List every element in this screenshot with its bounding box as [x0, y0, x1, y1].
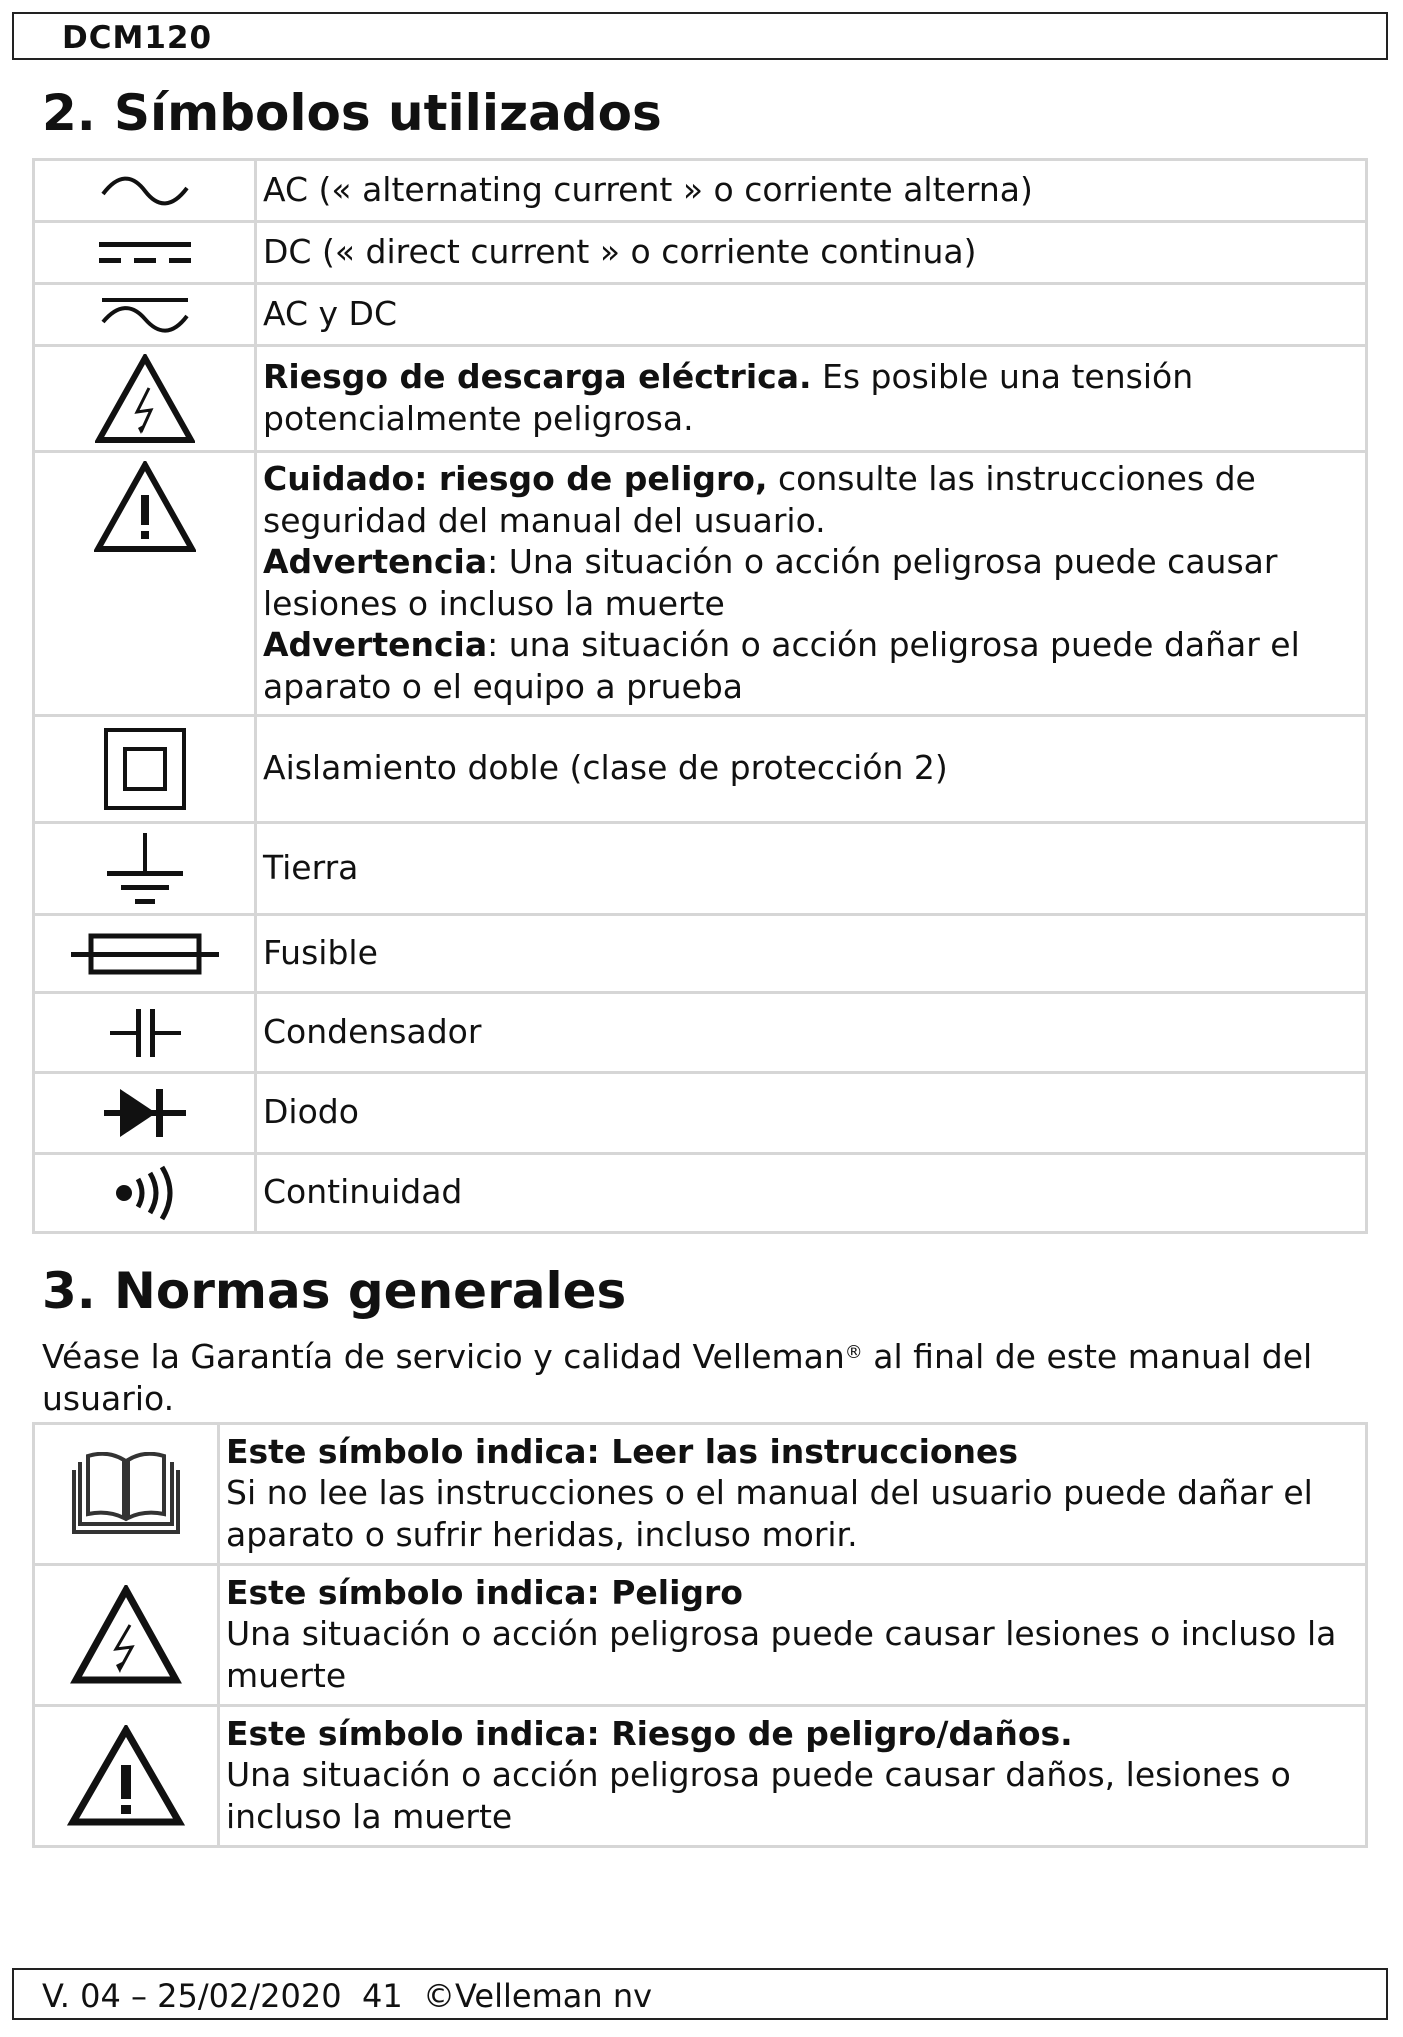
footer-text: V. 04 – 25/02/2020 41 ©Velleman nv	[42, 1977, 653, 2015]
read-instructions-heading: Este símbolo indica: Leer las instrucciones	[226, 1431, 1019, 1471]
page-footer	[12, 1968, 1388, 2020]
table-row	[34, 1073, 1367, 1154]
warranty-note-tail: al final de este manual del usuario.	[42, 1337, 1313, 1418]
symbols-table	[32, 158, 1368, 1234]
description-cell: Diodo	[256, 1073, 1367, 1154]
section-2-number: 2.	[42, 84, 96, 142]
table-row	[34, 284, 1367, 346]
caution-label: Cuidado: riesgo de peligro,	[263, 459, 768, 498]
table-row	[34, 452, 1367, 716]
symbol-cell	[34, 222, 256, 284]
description-cell: AC (« alternating current » o corriente alterna)	[256, 160, 1367, 222]
capacitor-icon	[108, 1007, 182, 1059]
warning-label-1: Advertencia	[263, 542, 488, 581]
table-row	[34, 1154, 1367, 1233]
ground-icon	[103, 831, 187, 907]
section-3-title-text: Normas generales	[114, 1262, 627, 1320]
symbol-cell	[34, 993, 256, 1073]
symbol-cell	[34, 823, 256, 915]
danger-heading: Este símbolo indica: Peligro	[226, 1572, 743, 1612]
warning-label-2: Advertencia	[263, 625, 488, 664]
section-2-title	[42, 84, 662, 142]
symbol-cell	[34, 346, 256, 452]
description-cell	[219, 1424, 1367, 1565]
general-rules-table	[32, 1422, 1368, 1848]
table-row	[34, 1424, 1367, 1565]
table-row	[34, 823, 1367, 915]
symbol-cell	[34, 716, 256, 823]
diode-icon	[102, 1085, 188, 1141]
section-3-title	[42, 1262, 626, 1320]
table-row	[34, 346, 1367, 452]
danger-electric-icon	[70, 1585, 182, 1685]
ac-wave-icon	[100, 176, 190, 206]
fuse-icon	[69, 932, 221, 976]
description-cell: Tierra	[256, 823, 1367, 915]
symbol-cell	[34, 1154, 256, 1233]
shock-risk-label: Riesgo de descarga eléctrica.	[263, 357, 812, 396]
description-cell	[219, 1565, 1367, 1706]
warranty-note	[42, 1336, 1362, 1420]
symbol-cell	[34, 1565, 219, 1706]
table-row	[34, 160, 1367, 222]
symbol-cell	[34, 1073, 256, 1154]
symbol-cell	[34, 452, 256, 716]
double-insulation-icon	[103, 727, 187, 811]
symbol-cell	[34, 160, 256, 222]
warning-text-2: : una situación o acción peligrosa puede dañar el aparato o el equipo a prueba	[263, 625, 1300, 706]
caution-warning-icon	[94, 461, 196, 553]
shock-risk-text: Es posible una tensión potencialmente peligrosa.	[263, 357, 1194, 438]
model-name: DCM120	[62, 20, 213, 56]
warning-text-1: : Una situación o acción peligrosa puede causar lesiones o incluso la muerte	[263, 542, 1278, 623]
hazard-heading: Este símbolo indica: Riesgo de peligro/daños.	[226, 1713, 1073, 1753]
description-cell: Aislamiento doble (clase de protección 2)	[256, 716, 1367, 823]
symbol-cell	[34, 915, 256, 993]
symbol-cell	[34, 1424, 219, 1565]
table-row	[34, 993, 1367, 1073]
read-manual-book-icon	[70, 1452, 182, 1536]
symbol-cell	[34, 284, 256, 346]
section-2-title-text: Símbolos utilizados	[114, 84, 662, 142]
description-cell: DC (« direct current » o corriente continua)	[256, 222, 1367, 284]
warranty-note-text: Véase la Garantía de servicio y calidad Velleman	[42, 1337, 845, 1376]
table-row	[34, 915, 1367, 993]
hazard-text: Una situación o acción peligrosa puede causar daños, lesiones o incluso la muerte	[226, 1755, 1291, 1836]
table-row	[34, 1565, 1367, 1706]
section-3-number: 3.	[42, 1262, 96, 1320]
hazard-damage-icon	[67, 1725, 185, 1827]
description-cell: AC y DC	[256, 284, 1367, 346]
description-cell	[256, 452, 1367, 716]
description-cell: Fusible	[256, 915, 1367, 993]
dc-lines-icon	[97, 238, 193, 268]
read-instructions-text: Si no lee las instrucciones o el manual del usuario puede dañar el aparato o sufrir heridas, incluso morir.	[226, 1473, 1313, 1554]
table-row	[34, 716, 1367, 823]
continuity-icon	[112, 1165, 178, 1221]
description-cell: Continuidad	[256, 1154, 1367, 1233]
symbol-cell	[34, 1706, 219, 1847]
ac-dc-icon	[100, 296, 190, 334]
table-row	[34, 222, 1367, 284]
caution-text: consulte las instrucciones de seguridad del manual del usuario.	[263, 459, 1256, 540]
registered-mark: ®	[844, 1342, 863, 1363]
electric-shock-warning-icon	[95, 354, 195, 444]
description-cell	[256, 346, 1367, 452]
description-cell: Condensador	[256, 993, 1367, 1073]
table-row	[34, 1706, 1367, 1847]
danger-text: Una situación o acción peligrosa puede causar lesiones o incluso la muerte	[226, 1614, 1337, 1695]
description-cell	[219, 1706, 1367, 1847]
page-header	[12, 12, 1388, 60]
